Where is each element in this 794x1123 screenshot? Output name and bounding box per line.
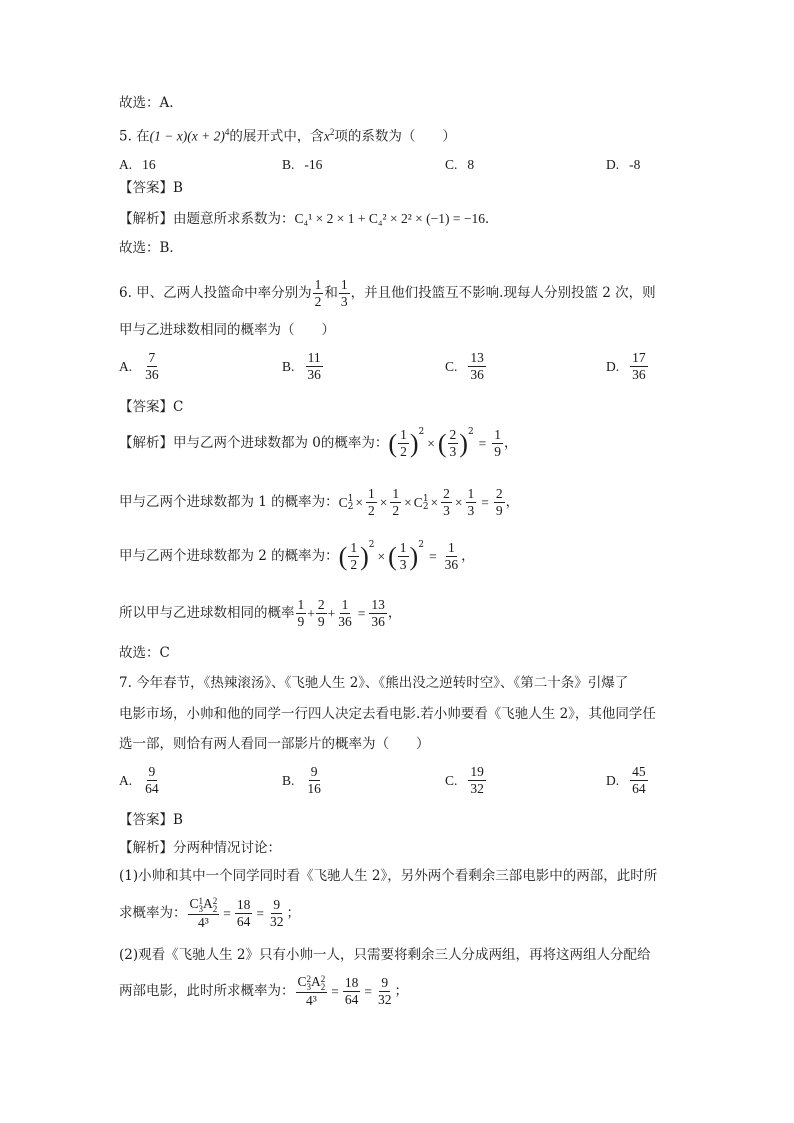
q5-term: x bbox=[323, 128, 330, 144]
q5-mid: 的展开式中，含 bbox=[229, 128, 324, 145]
q6-stem-line2: 甲与乙进球数相同的概率为（ ） bbox=[119, 322, 335, 338]
q5-power: 4 bbox=[224, 127, 230, 137]
q5-expr: (1 − x)(x + 2) bbox=[149, 128, 225, 144]
q6-conclusion: 故选：C bbox=[119, 645, 170, 661]
q5-option-c[interactable]: C. 8 bbox=[445, 157, 475, 172]
q5-analysis bbox=[119, 212, 498, 227]
q7-stem-line1: 7. 今年春节，《热辣滚汤》、《飞驰人生 2》、《熊出没之逆转时空》、《第二十条》引爆了 bbox=[119, 675, 629, 691]
q7-case2-line1: (2)观看《飞驰人生 2》只有小帅一人，只需要将剩余三人分成两组，再将这两组人分配给 bbox=[119, 947, 651, 963]
q7-option-d[interactable]: D. $\frac{45}{64}$ bbox=[606, 764, 646, 797]
intro-answer: 故选：A. bbox=[119, 95, 174, 111]
q6-prefix: 6. 甲、乙两人投篮命中率分别为 bbox=[119, 284, 312, 301]
q7-case1-formula: 求概率为： C 1 3 A 2 2 4³ = $\frac{18}{64}$ = $\frac{9}{32}$ ； bbox=[119, 896, 301, 931]
q6-step2: 甲与乙两个进球数都为 1 的概率为： C 1 2 × $\frac{1}{2}$ × $\frac{1}{2}$ × C 1 2 × $\frac{2}{3}$ × $\frac{1}{3}$ = $\frac{2}{9}$ ， bbox=[119, 486, 520, 519]
q5-conclusion: 故选：B． bbox=[119, 240, 183, 256]
q5-term-power: 2 bbox=[329, 127, 335, 137]
q7-analysis: 【解析】分两种情况讨论： bbox=[119, 840, 281, 856]
q6-suffix: ，并且他们投篮互不影响.现每人分别投篮 2 次，则 bbox=[350, 284, 656, 301]
q5-analysis-formula: C₄¹ × 2 × 1 + C₄² × 2² × (−1) = −16． bbox=[294, 211, 499, 226]
q7-option-c[interactable]: C. $\frac{19}{32}$ bbox=[445, 764, 484, 797]
q5-analysis-text: 由题意所求系数为： bbox=[173, 211, 295, 227]
q6-option-d[interactable]: D. $\frac{17}{36}$ bbox=[606, 350, 646, 383]
q7-option-b[interactable]: B. $\frac{9}{16}$ bbox=[282, 764, 321, 797]
q7-stem-line3: 选一部，则恰有两人看同一部影片的概率为（ ） bbox=[119, 736, 430, 752]
q7-option-a[interactable]: A. $\frac{9}{64}$ bbox=[119, 764, 159, 797]
q6-step3: 甲与乙两个进球数都为 2 的概率为： ( $\frac{1}{2}$ ) $^2$ × ( $\frac{1}{3}$ ) $^2$ = $\frac{1}{36}$ ， bbox=[119, 540, 475, 573]
q6-option-b[interactable]: B. $\frac{11}{36}$ bbox=[282, 350, 321, 383]
q6-answer: 【答案】C bbox=[119, 399, 184, 415]
q5-option-b[interactable]: B. -16 bbox=[282, 157, 323, 172]
q5-suffix: 项的系数为（ ） bbox=[334, 128, 456, 145]
q7-case1-line1: (1)小帅和其中一个同学同时看《飞驰人生 2》，另外两个看剩余三部电影中的两部，此时所 bbox=[119, 868, 658, 884]
q5-analysis-label: 【解析】 bbox=[119, 211, 173, 227]
q5-stem bbox=[119, 128, 456, 144]
q6-step2-result: $\frac{2}{9}$ bbox=[495, 486, 503, 519]
q6-p2: $\frac{1}{3}$ bbox=[340, 277, 348, 310]
q6-and: 和 bbox=[324, 284, 338, 301]
q7-stem-line2: 电影市场，小帅和他的同学一行四人决定去看电影.若小帅要看《飞驰人生 2》，其他同学任 bbox=[119, 706, 656, 722]
q5-option-a[interactable]: A. 16 bbox=[119, 157, 156, 172]
q6-option-c[interactable]: C. $\frac{13}{36}$ bbox=[445, 350, 484, 383]
q6-option-a[interactable]: A. $\frac{7}{36}$ bbox=[119, 350, 159, 383]
q6-step1: 【解析】甲与乙两个进球数都为 0的概率为： ( $\frac{1}{2}$ ) $^2$ × ( $\frac{2}{3}$ ) $^2$ = $\frac{1}{9}$ ， bbox=[119, 427, 518, 460]
q6-step1-result: $\frac{1}{9}$ bbox=[494, 427, 502, 460]
q6-step4-result: $\frac{13}{36}$ bbox=[371, 597, 385, 630]
q5-prefix: 5. 在 bbox=[119, 128, 150, 145]
q6-step3-result: $\frac{1}{36}$ bbox=[444, 540, 459, 573]
q6-step4: 所以甲与乙进球数相同的概率 $\frac{1}{9}$ + $\frac{2}{9}$ + $\frac{1}{36}$ = $\frac{13}{36}$ ， bbox=[119, 597, 402, 630]
q5-option-d[interactable]: D. -8 bbox=[606, 157, 641, 172]
q6-p1: $\frac{1}{2}$ bbox=[314, 277, 322, 310]
q7-case2-formula: 两部电影，此时所求概率为： C 2 3 A 2 2 4³ = $\frac{18}{64}$ = $\frac{9}{32}$ ； bbox=[119, 974, 409, 1009]
q7-answer: 【答案】B bbox=[119, 812, 183, 828]
q6-stem bbox=[119, 278, 656, 309]
q5-answer: 【答案】B bbox=[119, 180, 183, 196]
